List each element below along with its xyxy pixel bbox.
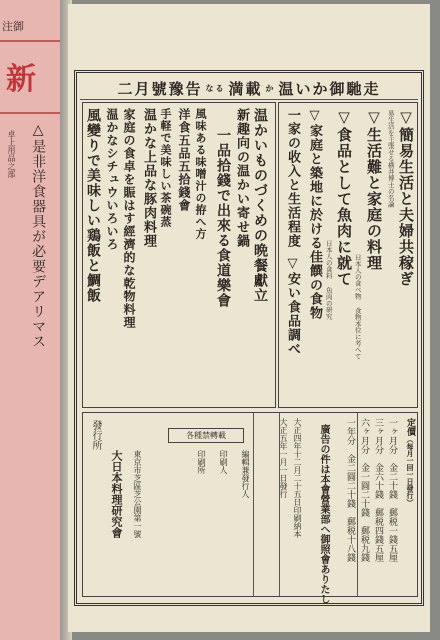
previous-page-subheading: 卓上用品之部 bbox=[7, 130, 16, 178]
article-subtitle: 易生活を主張せる横井博士の名論 bbox=[386, 110, 395, 208]
article-title: ▽生活難と家庭の料理 bbox=[365, 108, 383, 271]
headline-mini: か bbox=[265, 82, 276, 93]
headline-mid: 満載 bbox=[228, 79, 263, 98]
editor-label: 編輯兼發行人 bbox=[241, 450, 250, 498]
headline-right: 温いか御馳走 bbox=[278, 79, 381, 98]
article-title: ▽食品として魚肉に就て bbox=[335, 108, 353, 287]
printer-label: 印刷人 bbox=[219, 450, 228, 474]
article-title: 温かな上品な豚肉料理 bbox=[141, 108, 156, 248]
address: 東京市芝區芝公園第一號 bbox=[133, 450, 142, 538]
advertising-notice: 廣告の件は本會營業部へ御照會ありたし bbox=[318, 424, 329, 604]
article-title: 温かなシチュウいろいろ bbox=[105, 108, 119, 251]
headline bbox=[80, 77, 418, 100]
divider bbox=[0, 40, 62, 42]
article-title: 一品拾錢で出來る食道樂會 bbox=[215, 128, 231, 308]
article-title: 洋食五品五拾錢會 bbox=[177, 108, 191, 212]
price-row: 六ヶ月分 金一圓二十錢 郵税九錢 bbox=[359, 418, 369, 562]
article-title: 一家の收入と生活程度 bbox=[285, 108, 300, 248]
article-title: 新趣向の温かい寄せ鍋 bbox=[234, 108, 249, 248]
previous-page bbox=[0, 0, 62, 640]
article-subtitle: 日本人の食料 魚肉の研究 bbox=[324, 240, 333, 320]
article-title: 家庭の食卓を賑はす經濟的な乾物料理 bbox=[122, 108, 136, 329]
price-header: 定價（每月一回一日發行） bbox=[405, 418, 415, 506]
article-title: ▽簡易生活と夫婦共稼ぎ bbox=[397, 108, 415, 287]
price-row: 一年分 金二圓二十錢 郵税十八錢 bbox=[345, 418, 355, 562]
magazine-page bbox=[68, 4, 430, 632]
publisher-name: 大日本料理研究會 bbox=[110, 450, 123, 538]
print-date: 大正四年十二月二十五日印刷納本 bbox=[293, 418, 302, 538]
reproduction-notice: 各種禁轉載 bbox=[168, 428, 244, 443]
price-row: 一ヶ月分 金二十錢 郵税一錢五厘 bbox=[387, 418, 397, 562]
divider bbox=[253, 413, 254, 596]
publish-date: 大正五年一月一日發行 bbox=[279, 418, 288, 498]
headline-left: 二月號豫告 bbox=[117, 79, 203, 98]
headline-mini: なる bbox=[205, 82, 226, 93]
previous-page-title: 新 bbox=[6, 62, 36, 97]
article-title: 温かいものづくめの晩餐獻立 bbox=[252, 108, 268, 303]
price-row: 三ヶ月分 金六十錢 郵税四錢五厘 bbox=[373, 418, 383, 562]
article-title: ▽家庭と築地に於ける佳饌の食物 bbox=[307, 108, 322, 320]
article-subtitle: 日本人の食べ物 食物本位に考へて bbox=[353, 254, 362, 360]
divider bbox=[0, 112, 62, 114]
article-title: 風味ある味噌汁の拵へ方 bbox=[194, 108, 207, 240]
article-title: 手軽で美味しい茶碗蒸 bbox=[159, 108, 172, 228]
publisher-label: 發行所 bbox=[90, 420, 101, 450]
article-title: 風變りで美味しい鶏飯と鯛飯 bbox=[85, 108, 101, 303]
article-title: ▽安い食品調べ bbox=[285, 256, 300, 356]
previous-page-header: 注御 bbox=[2, 20, 24, 33]
previous-page-heading: △是非洋食器具が必要デアリマス bbox=[30, 122, 47, 349]
press-label: 印刷所 bbox=[197, 450, 206, 474]
